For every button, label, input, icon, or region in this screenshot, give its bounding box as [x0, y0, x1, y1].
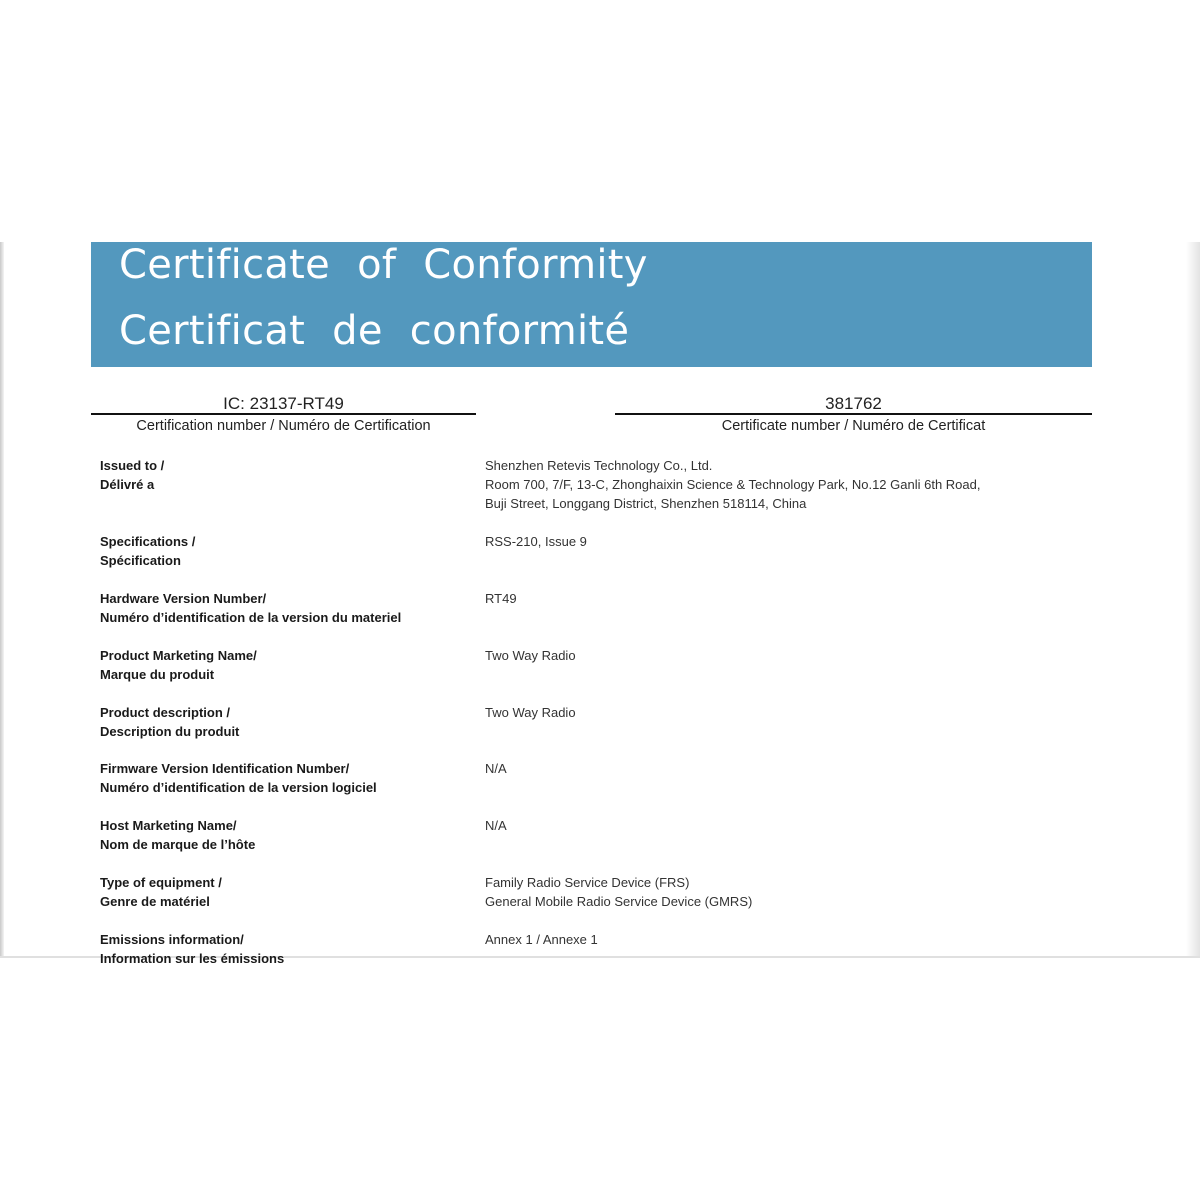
field-value-firmware-version: N/A: [485, 761, 507, 776]
field-label-hardware-version: Hardware Version Number/ Numéro d’identification de la version du materiel: [100, 591, 402, 625]
page-edge-left: [0, 242, 4, 958]
field-value-product-description: Two Way Radio: [485, 705, 576, 720]
field-value-host-marketing-name: N/A: [485, 818, 507, 833]
certificate-number-rule: [615, 413, 1092, 415]
field-label-issued-to: Issued to / Délivré a: [100, 458, 165, 492]
field-value-issued-to: Shenzhen Retevis Technology Co., Ltd. Room 700, 7/F, 13-C, Zhonghaixin Science & Technology Park, No.12 Ganli 6th Road, Buji Street, Longgang District, Shenzhen 518114, China: [485, 458, 981, 511]
field-label-specifications: Specifications / Spécification: [100, 534, 196, 568]
field-label-product-marketing-name: Product Marketing Name/ Marque du produit: [100, 648, 257, 682]
certification-number-rule: [91, 413, 476, 415]
field-label-host-marketing-name: Host Marketing Name/ Nom de marque de l’hôte: [100, 818, 256, 852]
certificate-number-caption: Certificate number / Numéro de Certificat: [721, 418, 986, 434]
field-value-hardware-version: RT49: [485, 591, 517, 606]
field-value-emissions-information: Annex 1 / Annexe 1: [485, 932, 598, 947]
title-banner: [91, 242, 1092, 367]
document-page: [0, 242, 1200, 966]
field-value-product-marketing-name: Two Way Radio: [485, 648, 576, 663]
certification-number-value: IC: 23137-RT49: [223, 394, 344, 413]
page-edge-right: [1186, 242, 1200, 958]
title-french: Certificat de conformité: [119, 308, 630, 354]
field-label-equipment-type: Type of equipment / Genre de matériel: [100, 875, 222, 909]
field-label-firmware-version: Firmware Version Identification Number/ Numéro d’identification de la version logiciel: [100, 761, 377, 795]
field-value-equipment-type: Family Radio Service Device (FRS) General Mobile Radio Service Device (GMRS): [485, 875, 753, 909]
title-english: Certificate of Conformity: [119, 242, 648, 288]
field-label-product-description: Product description / Description du produit: [100, 705, 240, 739]
field-value-specifications: RSS-210, Issue 9: [485, 534, 587, 549]
certification-number-caption: Certification number / Numéro de Certification: [136, 418, 431, 434]
field-label-emissions-information: Emissions information/ Information sur les émissions: [100, 932, 285, 966]
certificate-number-value: 381762: [825, 394, 882, 413]
